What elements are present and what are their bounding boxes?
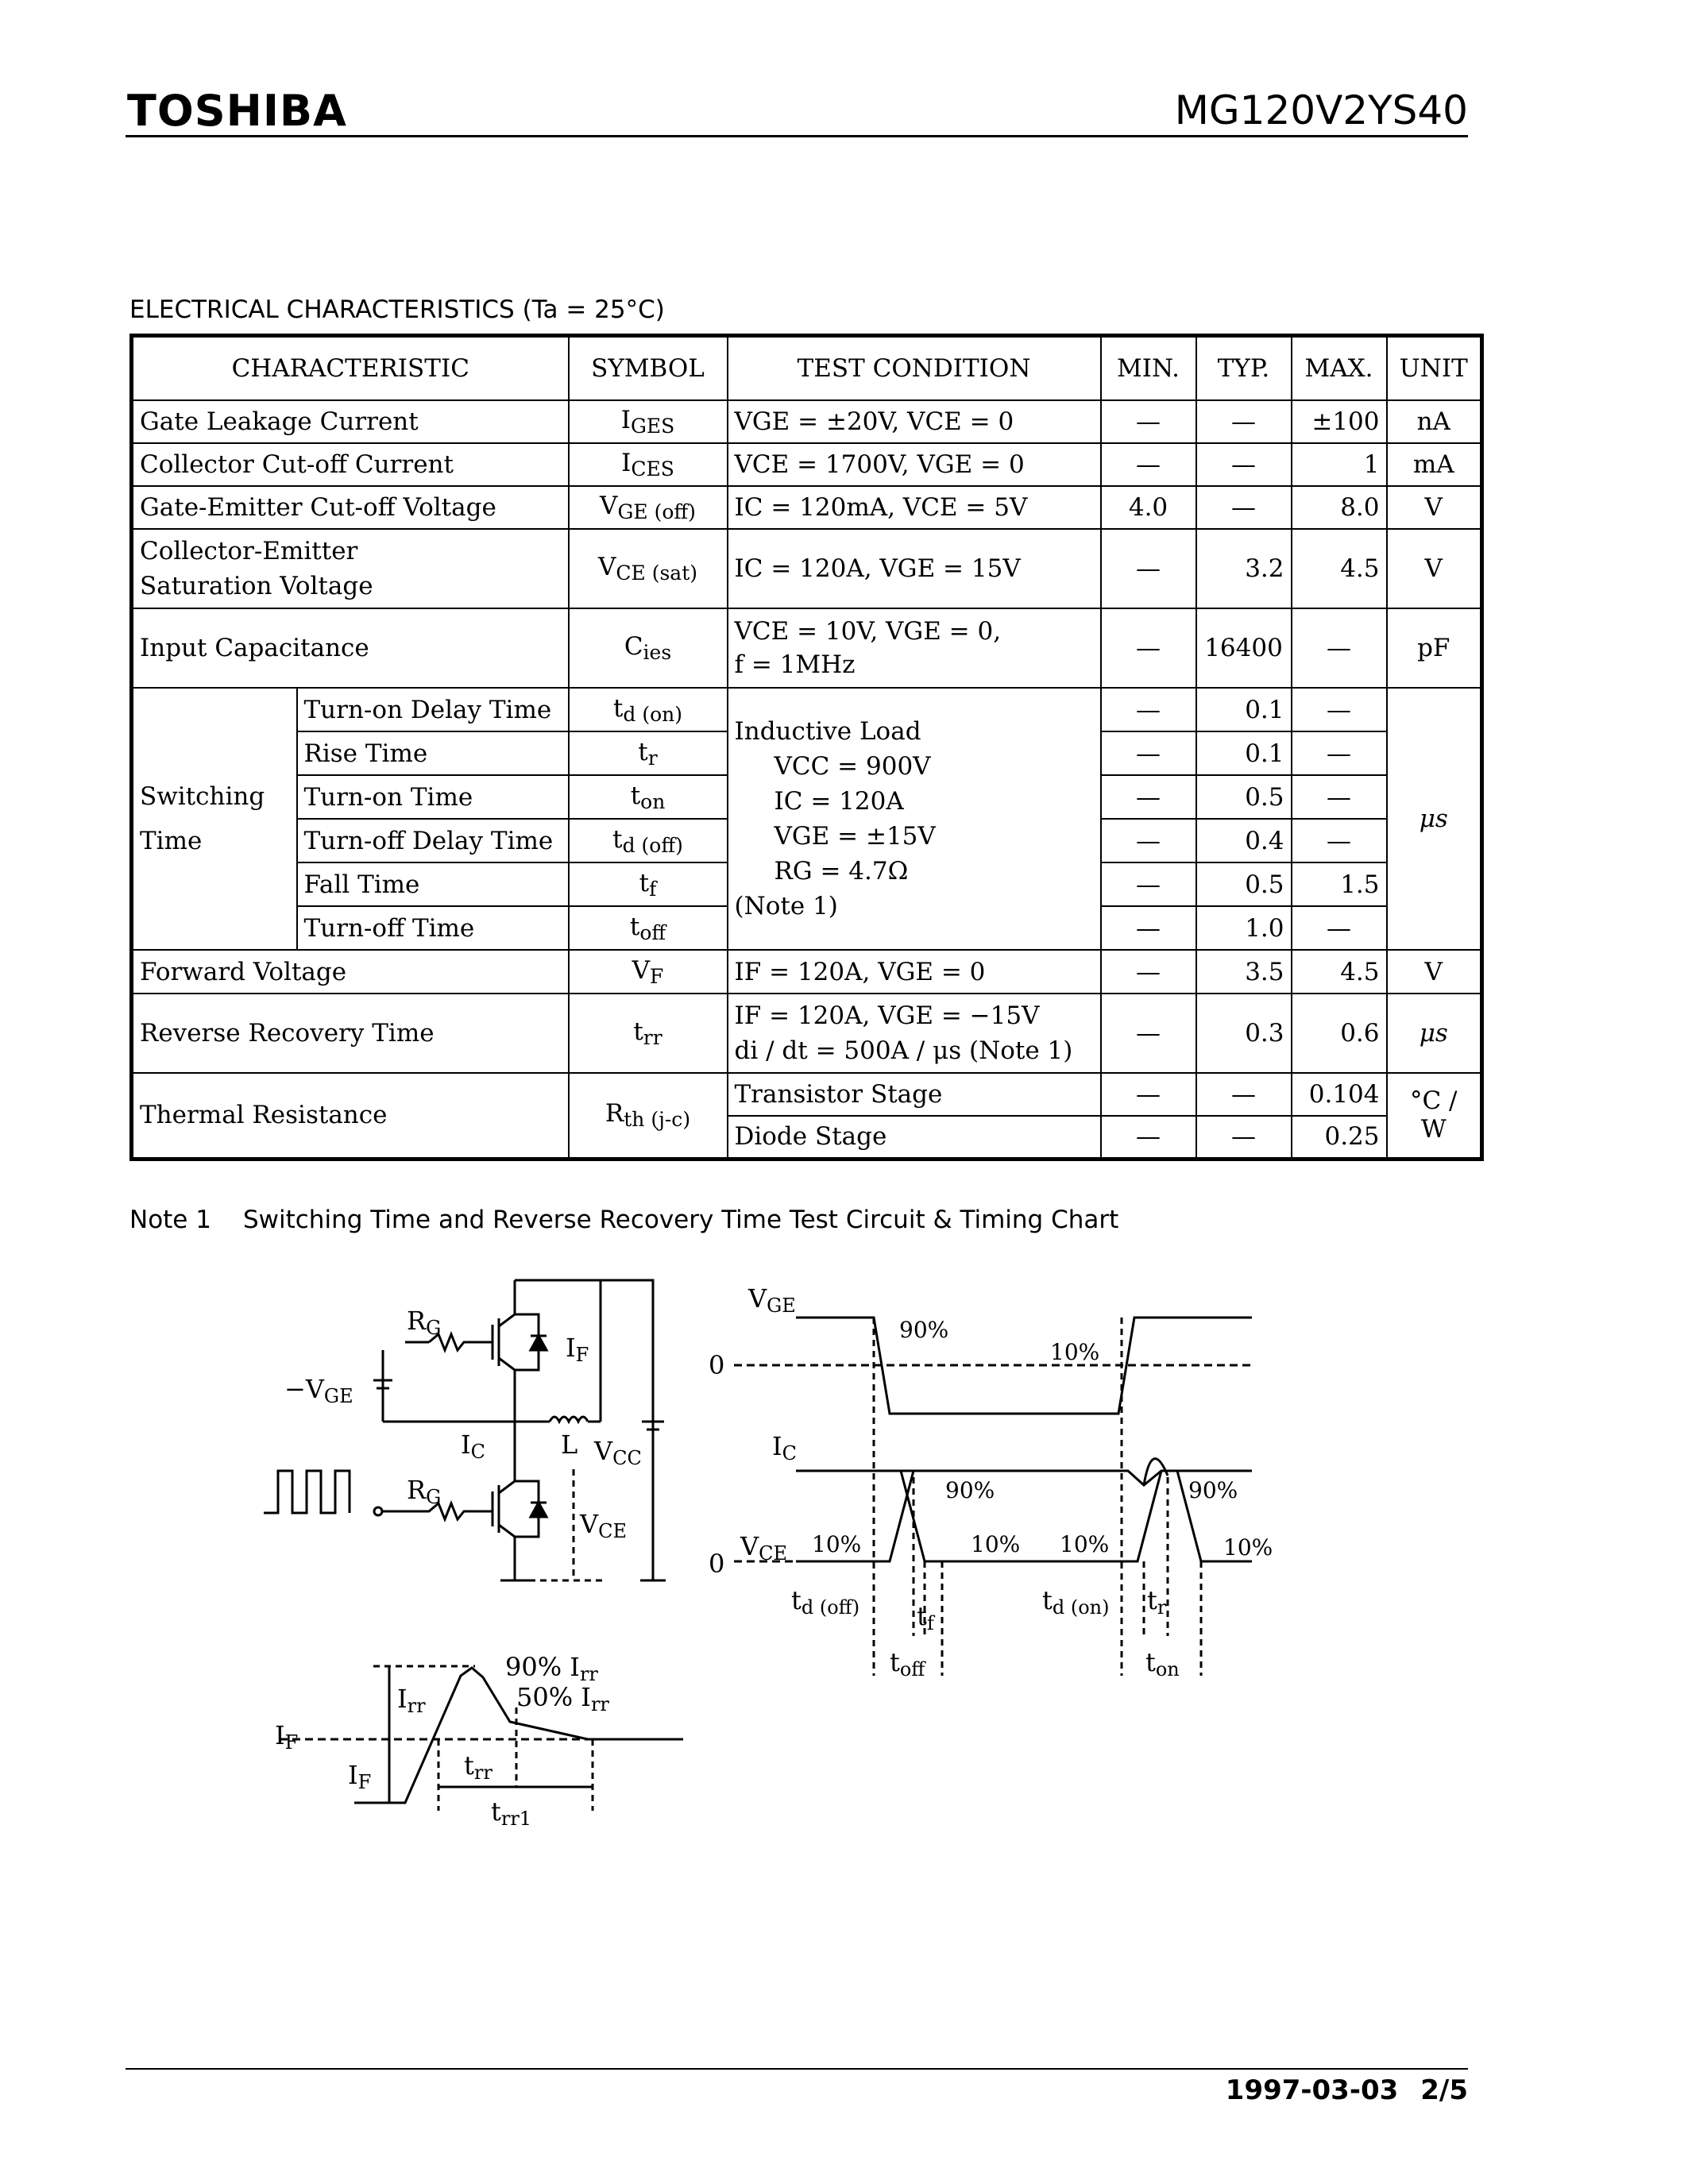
switching-label-cell: Fall Time [297,862,569,906]
timing-ton: ton [1145,1647,1180,1680]
unit-cell: mA [1387,443,1482,486]
timing-90-ic-off: 90% [945,1477,995,1503]
char-cell: Collector-Emitter Saturation Voltage [132,529,569,608]
timing-ic: IC [772,1431,798,1464]
symbol-cell: $t_{off}$ [569,906,728,950]
min-cell: — [1101,731,1196,775]
switching-label-cell: Turn-off Delay Time [297,819,569,862]
timing-10-vce-1: 10% [812,1531,862,1557]
footer [1203,2074,1468,2106]
max-cell: 8.0 [1292,486,1387,529]
circuit-rg-lower: RG [407,1475,442,1508]
min-cell: — [1101,688,1196,731]
min-cell: — [1101,1073,1196,1116]
switching-label-cell: Turn-on Delay Time [297,688,569,731]
header-characteristic: CHARACTERISTIC [132,336,569,401]
condition-cell: IF = 120A, VGE = −15V di / dt = 500A / μs (Note 1) [728,994,1101,1073]
condition-cell: VCE = 10V, VGE = 0, f = 1MHz [728,608,1101,688]
min-cell: — [1101,862,1196,906]
min-cell: — [1101,1116,1196,1159]
char-cell: Gate Leakage Current [132,400,569,443]
max-cell: 0.6 [1292,994,1387,1073]
min-cell: — [1101,775,1196,819]
char-cell: Gate-Emitter Cut-off Voltage [132,486,569,529]
table-row [132,688,1482,731]
section-title: ELECTRICAL CHARACTERISTICS (Ta = 25°C) [129,295,665,324]
timing-toff: toff [890,1647,925,1680]
typ-cell: 0.4 [1196,819,1292,862]
typ-cell: — [1196,443,1292,486]
max-cell: — [1292,906,1387,950]
unit-cell: μs [1387,994,1482,1073]
char-cell: Thermal Resistance [132,1073,569,1159]
timing-vge: VGE [748,1283,796,1317]
table-row [132,950,1482,994]
min-cell: — [1101,994,1196,1073]
typ-cell: — [1196,1073,1292,1116]
table-row [132,443,1482,486]
recovery-if-dashed: IF [275,1720,299,1754]
symbol-cell: $t_{rr}$ [569,994,728,1073]
timing-td-on: td (on) [1042,1585,1110,1619]
circuit-vge: −VGE [284,1374,353,1407]
min-cell: — [1101,906,1196,950]
timing-10-vce-2: 10% [971,1531,1021,1557]
condition-cell: VGE = ±20V, VCE = 0 [728,400,1101,443]
table-row [132,608,1482,688]
unit-cell: nA [1387,400,1482,443]
condition-cell: Transistor Stage [728,1073,1101,1116]
circuit-l: L [561,1430,578,1460]
header-rule [126,135,1468,137]
table-row [132,994,1482,1073]
toshiba-logo: TOSHIBA [127,86,347,136]
max-cell: 1 [1292,443,1387,486]
max-cell: 4.5 [1292,529,1387,608]
recovery-50: 50% Irr [516,1682,609,1715]
table-header-row [132,336,1482,401]
max-cell: 1.5 [1292,862,1387,906]
typ-cell: 3.5 [1196,950,1292,994]
min-cell: — [1101,443,1196,486]
recovery-trr: trr [464,1750,492,1784]
header-max: MAX. [1292,336,1387,401]
symbol-cell: $t_{d (on)}$ [569,688,728,731]
timing-10-vge: 10% [1050,1339,1100,1365]
circuit-ic: IC [461,1430,486,1463]
recovery-90: 90% Irr [505,1652,598,1685]
typ-cell: 1.0 [1196,906,1292,950]
char-cell: Input Capacitance [132,608,569,688]
switching-label-cell: Rise Time [297,731,569,775]
recovery-trr1: trr1 [491,1796,532,1830]
max-cell: 4.5 [1292,950,1387,994]
symbol-cell: $t_{d (off)}$ [569,819,728,862]
symbol-cell: $t_r$ [569,731,728,775]
symbol-cell: $t_f$ [569,862,728,906]
timing-chart [734,1318,1252,1676]
min-cell: — [1101,950,1196,994]
timing-90-vge: 90% [899,1317,949,1343]
char-cell: Collector Cut-off Current [132,443,569,486]
max-cell: — [1292,608,1387,688]
typ-cell: 0.5 [1196,862,1292,906]
timing-td-off: td (off) [791,1585,860,1619]
unit-cell: pF [1387,608,1482,688]
timing-10-vce-4: 10% [1223,1534,1273,1561]
header-unit: UNIT [1387,336,1482,401]
unit-cell: °C / W [1387,1073,1482,1159]
switching-label-cell: Turn-on Time [297,775,569,819]
table-row [132,1073,1482,1116]
symbol-cell: $I_{CES}$ [569,443,728,486]
header-test-condition: TEST CONDITION [728,336,1101,401]
circuit-if: IF [566,1333,589,1366]
min-cell: — [1101,608,1196,688]
unit-cell: V [1387,950,1482,994]
timing-zero-1: 0 [709,1350,725,1380]
char-cell: Reverse Recovery Time [132,994,569,1073]
symbol-cell: $V_{GE (off)}$ [569,486,728,529]
typ-cell: 0.3 [1196,994,1292,1073]
electrical-characteristics-table [129,334,1484,1161]
table-row [132,529,1482,608]
timing-90-ic-on: 90% [1188,1477,1238,1503]
circuit-vce: VCE [580,1509,627,1542]
condition-cell: VCE = 1700V, VGE = 0 [728,443,1101,486]
min-cell: — [1101,529,1196,608]
switching-group-cell: Switching Time [132,688,297,950]
switching-condition-cell: Inductive Load VCC = 900V IC = 120A VGE = ±15V RG = 4.7Ω (Note 1) [728,688,1101,950]
recovery-labels [275,1652,609,1830]
header-symbol: SYMBOL [569,336,728,401]
condition-cell: IF = 120A, VGE = 0 [728,950,1101,994]
max-cell: — [1292,775,1387,819]
timing-10-vce-3: 10% [1060,1531,1110,1557]
symbol-cell: $V_F$ [569,950,728,994]
recovery-irr: Irr [397,1684,426,1717]
char-cell: Forward Voltage [132,950,569,994]
circuit-vcc: VCC [594,1436,642,1469]
circuit-labels [284,1306,642,1542]
max-cell: 0.25 [1292,1116,1387,1159]
footer-page: 2/5 [1420,2074,1468,2106]
typ-cell: — [1196,1116,1292,1159]
timing-vce: VCE [740,1531,787,1565]
timing-tf: tf [917,1601,934,1634]
symbol-cell: $C_{ies}$ [569,608,728,688]
min-cell: — [1101,400,1196,443]
min-cell: — [1101,819,1196,862]
recovery-waveform [280,1666,683,1811]
typ-cell: 0.1 [1196,731,1292,775]
test-circuit [264,1280,666,1580]
note-title: Note 1 Switching Time and Reverse Recovery Time Test Circuit & Timing Chart [129,1206,1119,1234]
timing-labels [709,1283,1273,1680]
symbol-cell: $R_{th (j-c)}$ [569,1073,728,1159]
part-number: MG120V2YS40 [1174,87,1468,133]
max-cell: — [1292,819,1387,862]
header-typ: TYP. [1196,336,1292,401]
typ-cell: — [1196,486,1292,529]
switching-label-cell: Turn-off Time [297,906,569,950]
min-cell: 4.0 [1101,486,1196,529]
footer-rule [126,2068,1468,2070]
max-cell: — [1292,688,1387,731]
timing-zero-2: 0 [709,1549,725,1579]
typ-cell: 0.1 [1196,688,1292,731]
max-cell: — [1292,731,1387,775]
table-row [132,486,1482,529]
condition-cell: IC = 120A, VGE = 15V [728,529,1101,608]
unit-cell: μs [1387,688,1482,950]
header-min: MIN. [1101,336,1196,401]
typ-cell: 16400 [1196,608,1292,688]
symbol-cell: $V_{CE (sat)}$ [569,529,728,608]
condition-cell: Diode Stage [728,1116,1101,1159]
timing-tr: tr [1147,1585,1167,1619]
symbol-cell: $I_{GES}$ [569,400,728,443]
circuit-rg-upper: RG [407,1306,442,1339]
unit-cell: V [1387,529,1482,608]
typ-cell: — [1196,400,1292,443]
typ-cell: 0.5 [1196,775,1292,819]
unit-cell: V [1387,486,1482,529]
symbol-cell: $t_{on}$ [569,775,728,819]
footer-date: 1997-03-03 [1225,2074,1399,2106]
max-cell: 0.104 [1292,1073,1387,1116]
condition-cell: IC = 120mA, VCE = 5V [728,486,1101,529]
table-row [132,400,1482,443]
recovery-if: IF [348,1760,372,1793]
typ-cell: 3.2 [1196,529,1292,608]
max-cell: ±100 [1292,400,1387,443]
